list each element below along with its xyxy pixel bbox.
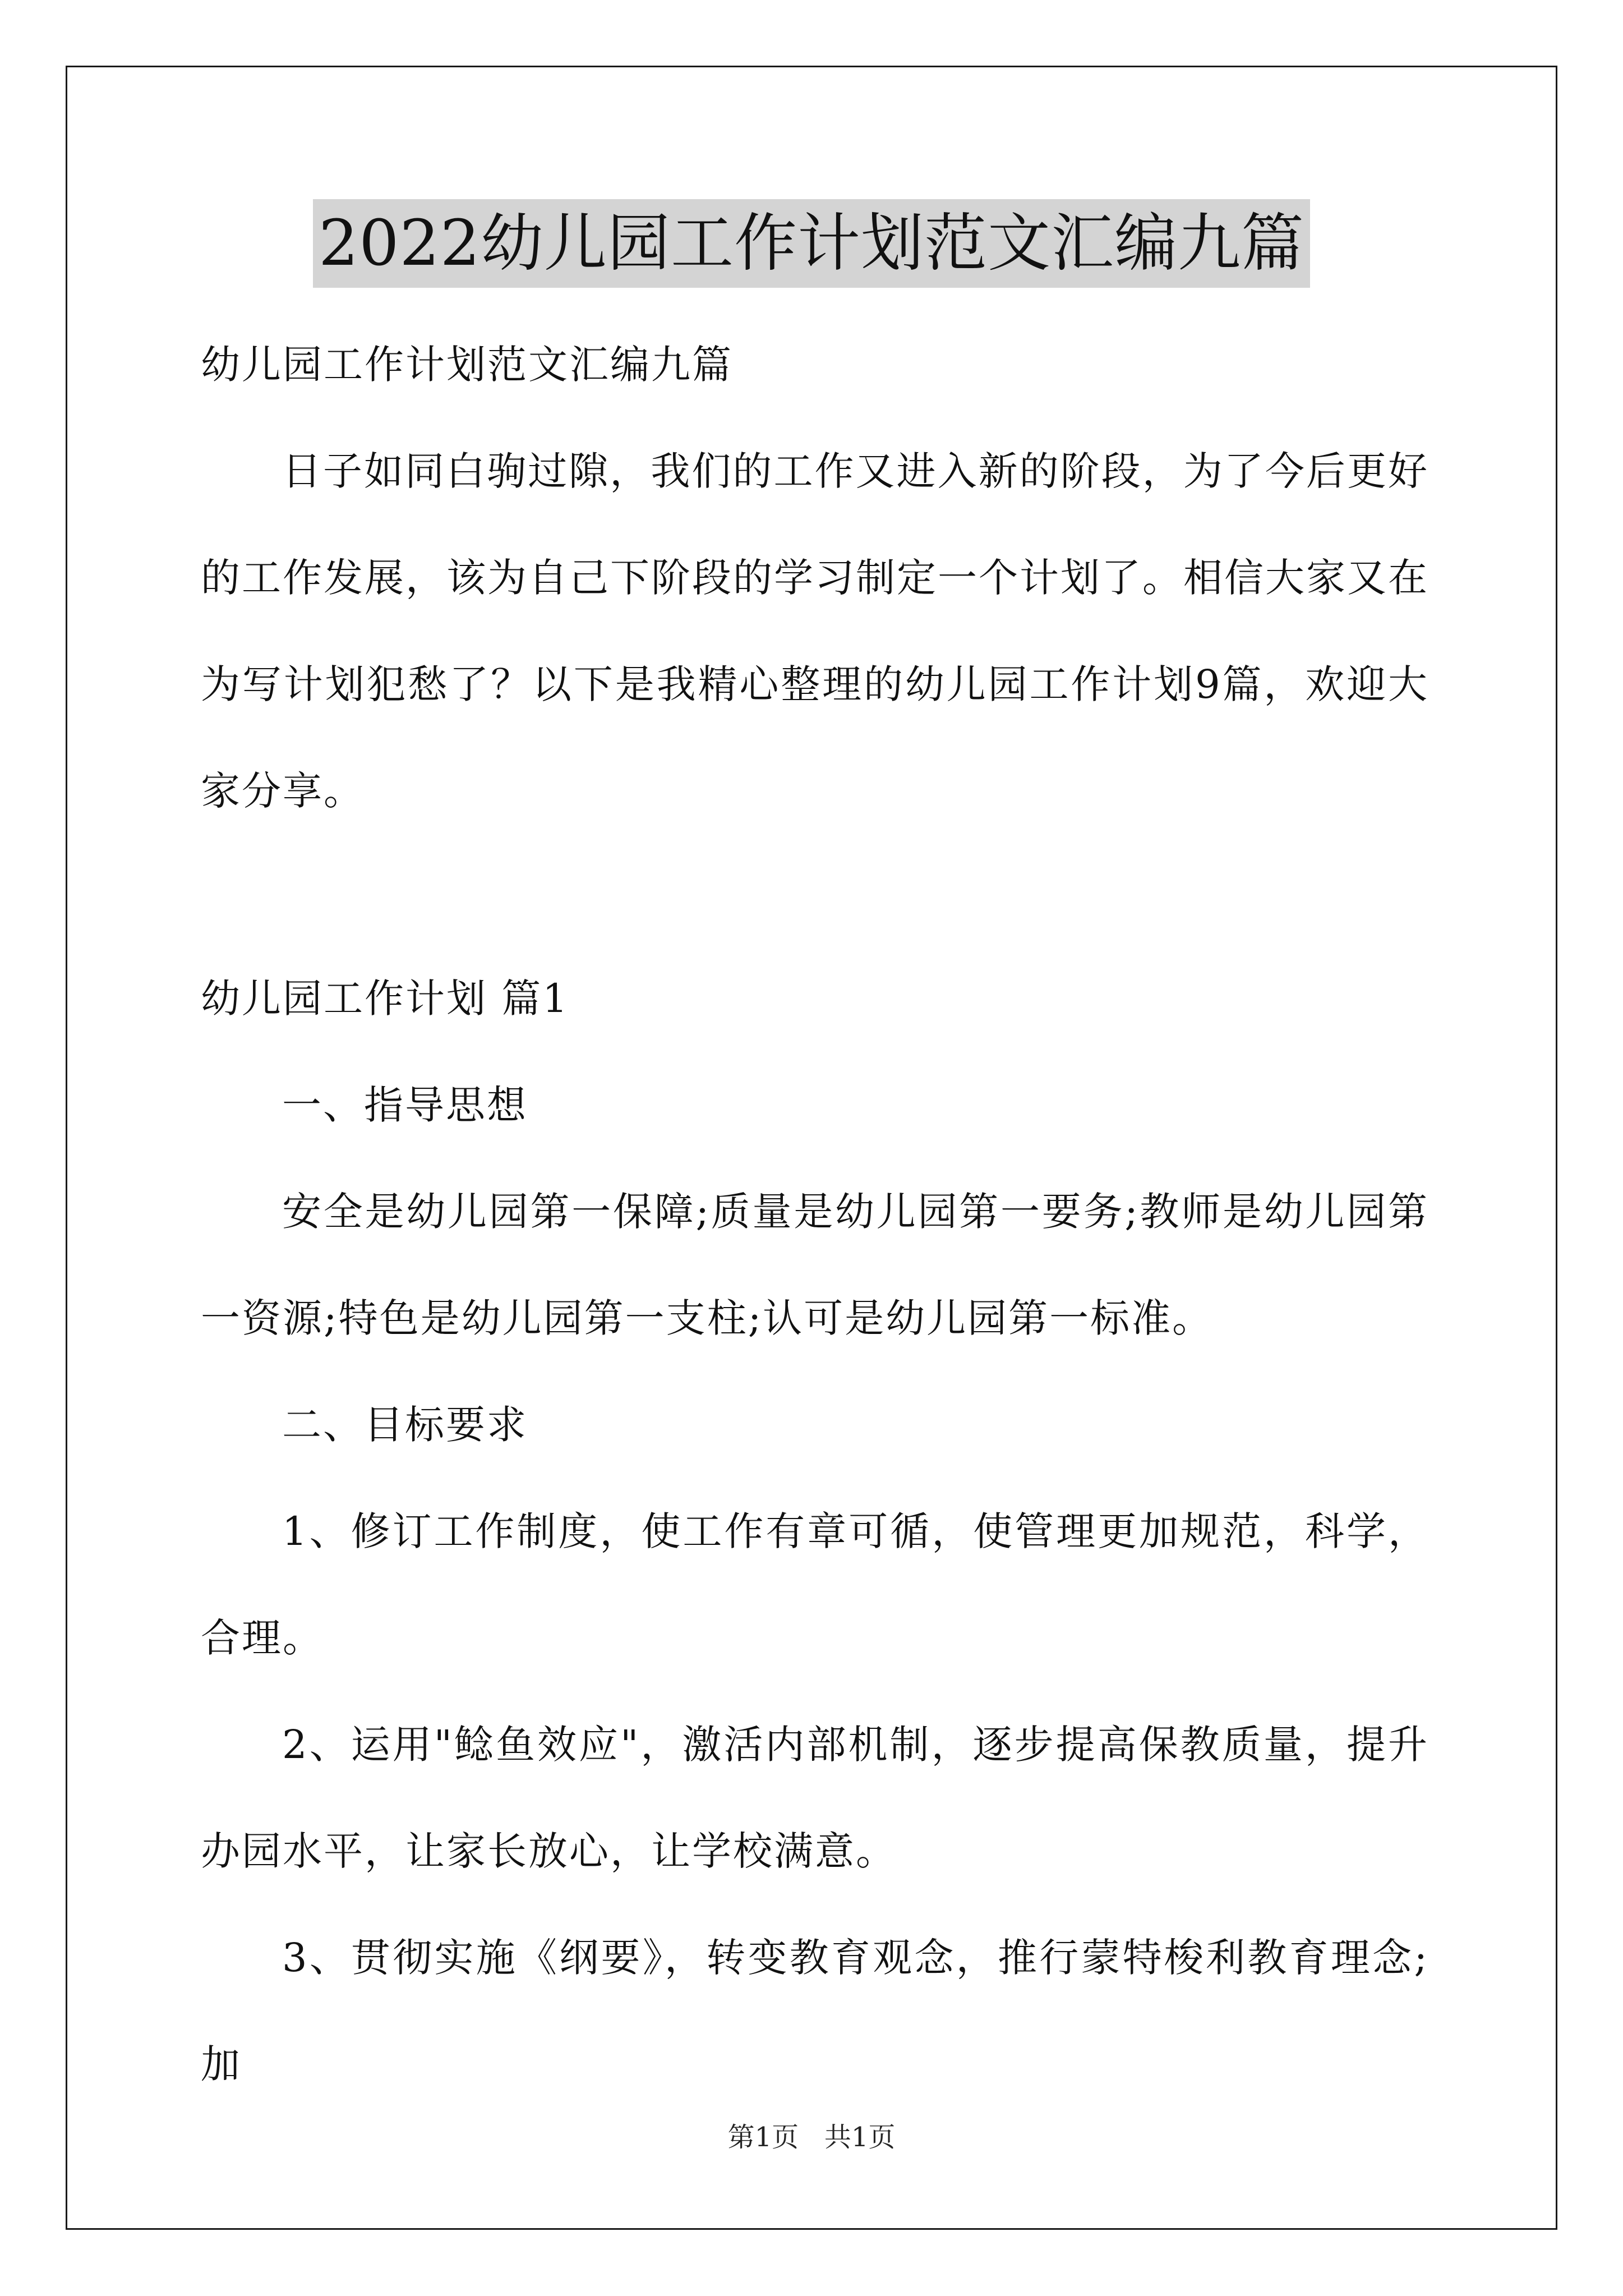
heading-goals: 二、目标要求: [282, 1402, 528, 1448]
goal-item-1: 1、修订工作制度，使工作有章可循，使管理更加规范，科学，合理。: [201, 1508, 1429, 1661]
section-heading: 幼儿园工作计划 篇1: [201, 976, 569, 1022]
document-subtitle: 幼儿园工作计划范文汇编九篇: [201, 342, 733, 388]
goal-item-2: 2、运用"鲶鱼效应"，激活内部机制，逐步提高保教质量，提升办园水平，让家长放心，让学校满意。: [201, 1722, 1429, 1874]
heading-guiding-ideology: 一、指导思想: [282, 1082, 528, 1128]
document-body: [201, 311, 1429, 2118]
goal-item-3: 3、贯彻实施《纲要》，转变教育观念，推行蒙特梭利教育理念;加: [201, 1935, 1429, 2087]
intro-paragraph: 日子如同白驹过隙，我们的工作又进入新的阶段，为了今后更好的工作发展，该为自己下阶段的学习制定一个计划了。相信大家又在为写计划犯愁了？以下是我精心整理的幼儿园工作计划9篇，欢迎大家分享。: [201, 448, 1429, 814]
page-footer: 第1页 共1页: [727, 2122, 896, 2153]
paragraph-guiding-ideology: 安全是幼儿园第一保障;质量是幼儿园第一要务;教师是幼儿园第一资源;特色是幼儿园第一支柱;认可是幼儿园第一标准。: [201, 1189, 1429, 1341]
title-container: [0, 199, 1623, 288]
document-title: 2022幼儿园工作计划范文汇编九篇: [313, 199, 1310, 288]
